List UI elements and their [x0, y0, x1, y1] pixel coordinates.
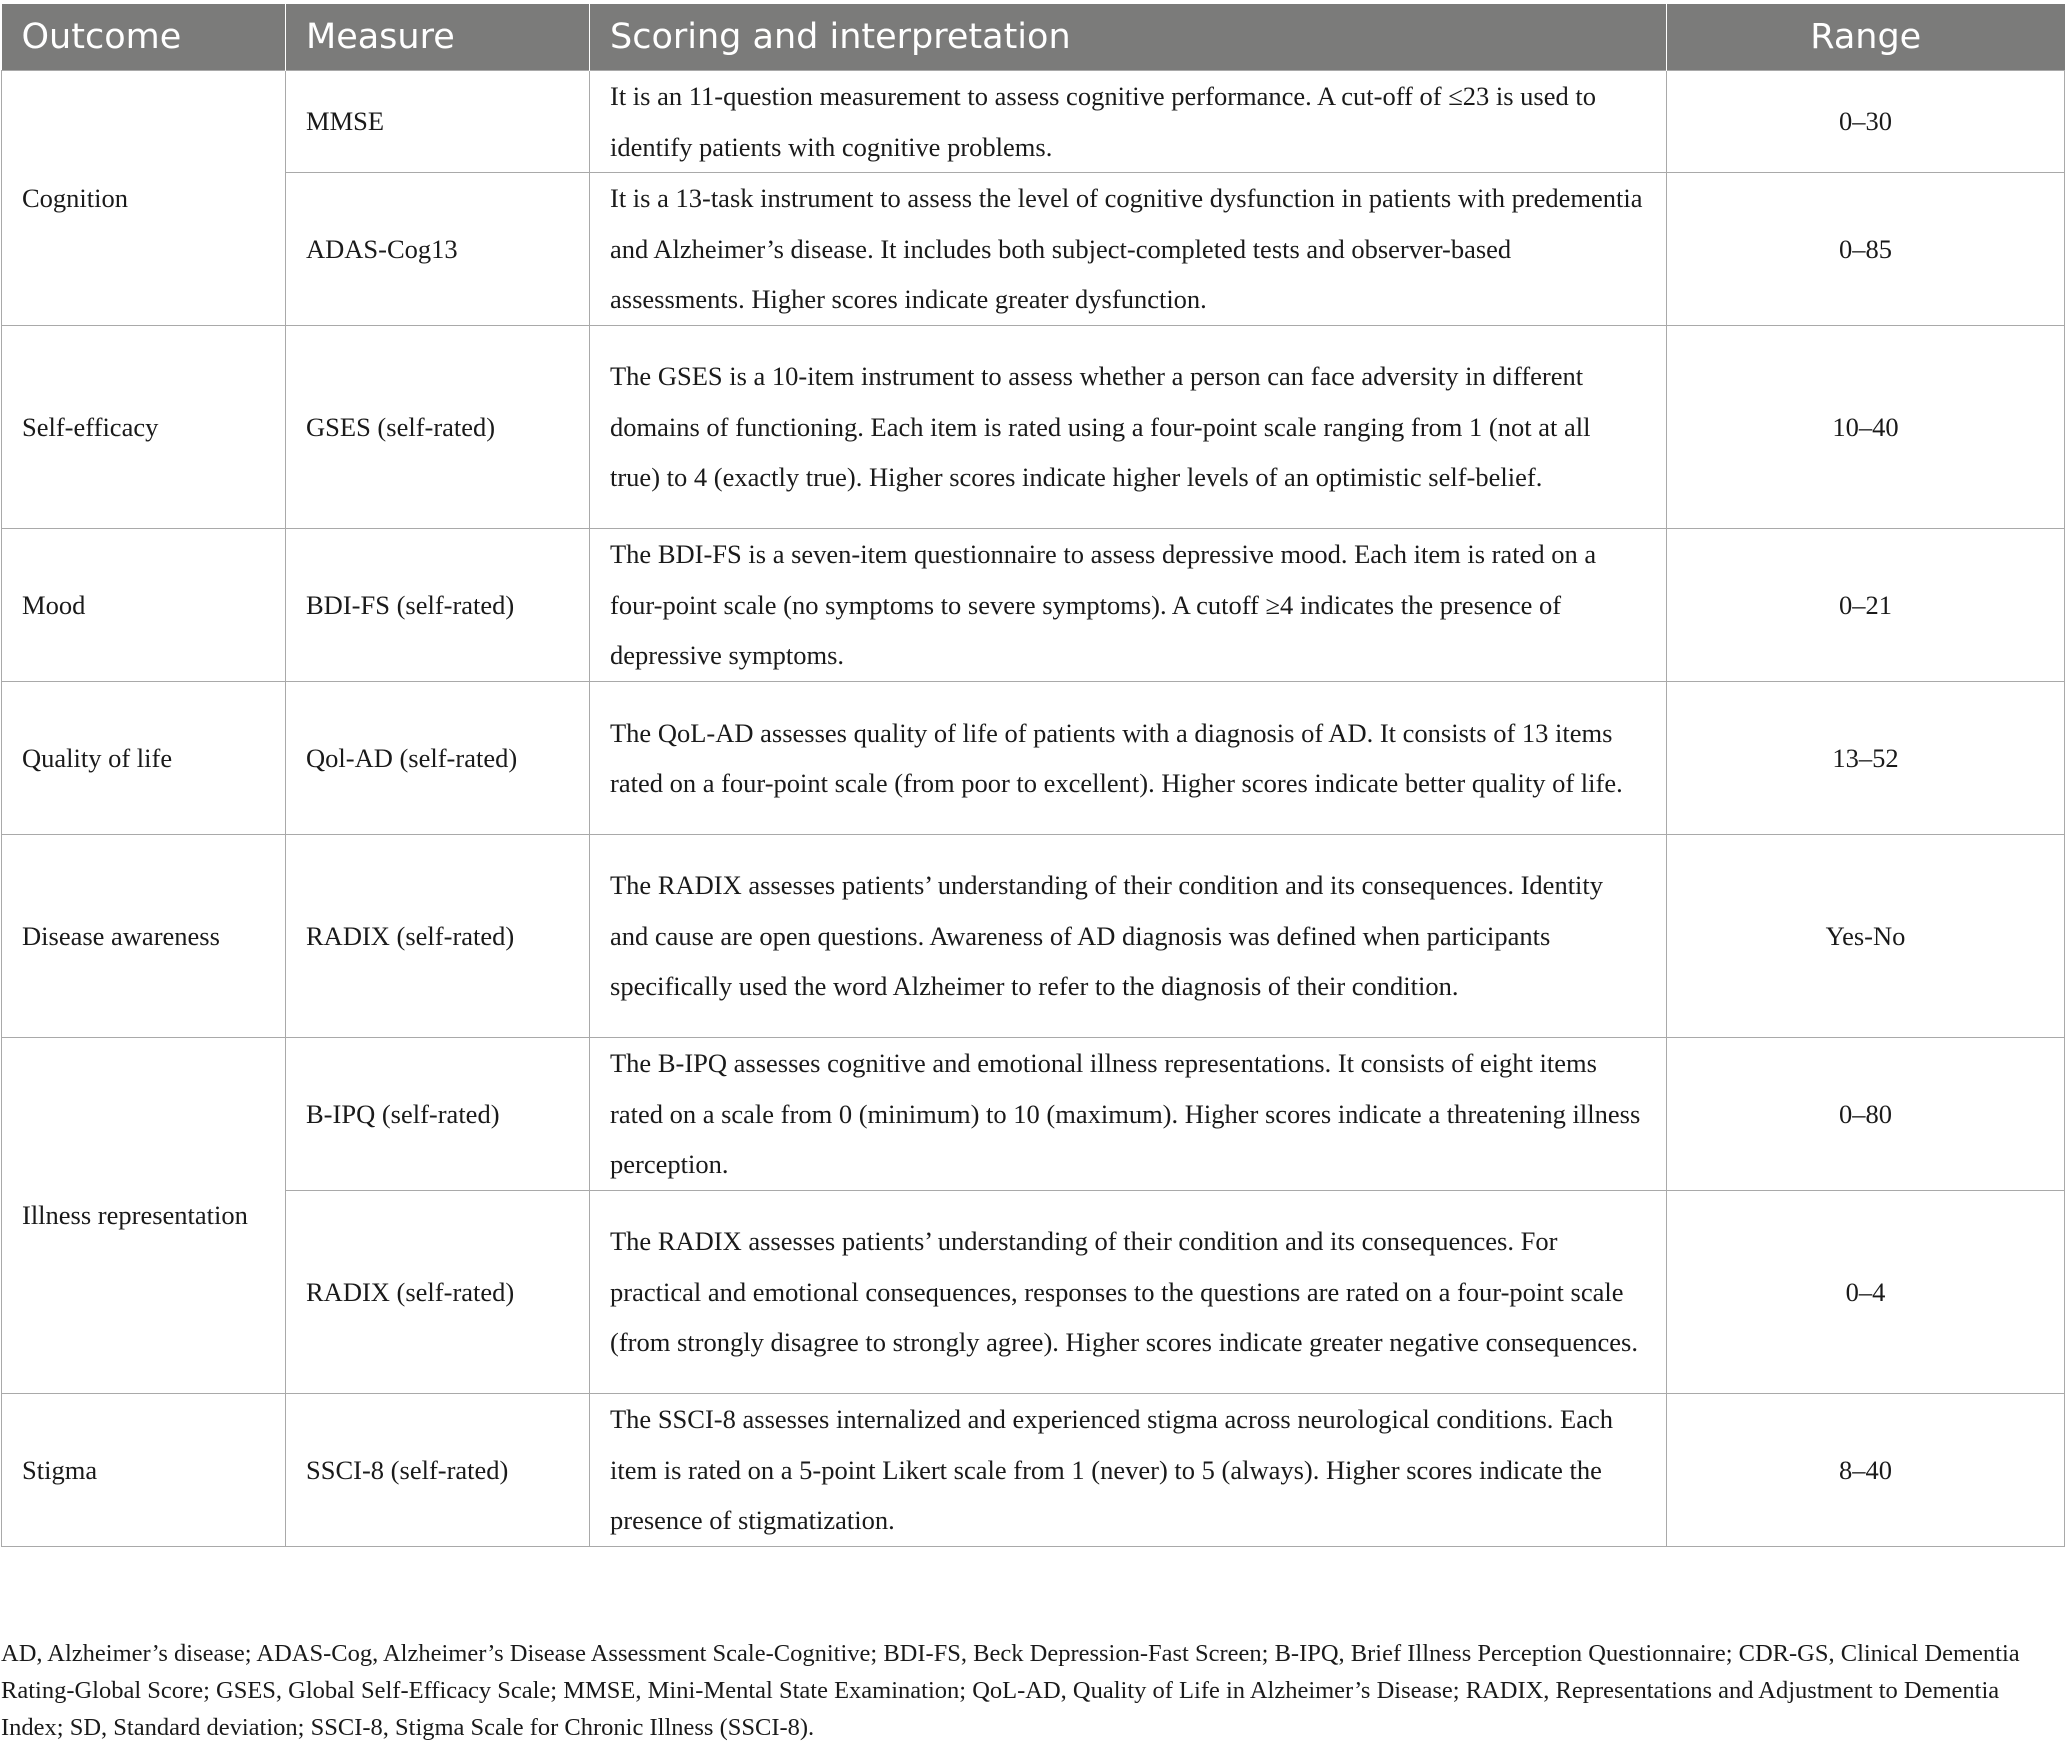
header-outcome: Outcome	[2, 4, 286, 71]
table-row	[2, 682, 2065, 835]
scoring-cell: The RADIX assesses patients’ understanding of their condition and its consequences. For practical and emotional consequences, responses to the questions are rated on a four-point scale (from strongly disagree to strongly agree). Higher scores indicate greater negative consequences.	[590, 1191, 1667, 1394]
table-row	[2, 529, 2065, 682]
scoring-cell: It is an 11-question measurement to assess cognitive performance. A cut-off of ≤23 is used to identify patients with cognitive problems.	[590, 71, 1667, 173]
range-cell: 0–85	[1667, 173, 2065, 326]
outcome-cell: Illness representation	[2, 1038, 286, 1394]
range-cell: 0–4	[1667, 1191, 2065, 1394]
measure-cell: B-IPQ (self-rated)	[286, 1038, 590, 1191]
measure-cell: Qol-AD (self-rated)	[286, 682, 590, 835]
measures-table	[1, 4, 2065, 1547]
table-row	[2, 1038, 2065, 1191]
measure-cell: RADIX (self-rated)	[286, 1191, 590, 1394]
range-cell: 0–80	[1667, 1038, 2065, 1191]
header-range: Range	[1667, 4, 2065, 71]
table-row	[2, 173, 2065, 326]
measure-cell: GSES (self-rated)	[286, 326, 590, 529]
measure-cell: SSCI-8 (self-rated)	[286, 1394, 590, 1547]
measure-cell: ADAS-Cog13	[286, 173, 590, 326]
outcome-cell: Disease awareness	[2, 835, 286, 1038]
header-row	[2, 4, 2065, 71]
range-cell: 13–52	[1667, 682, 2065, 835]
measure-cell: BDI-FS (self-rated)	[286, 529, 590, 682]
scoring-cell: The GSES is a 10-item instrument to assess whether a person can face adversity in different domains of functioning. Each item is rated using a four-point scale ranging from 1 (not at all true) to 4 (exactly true). Higher scores indicate higher levels of an optimistic self-belief.	[590, 326, 1667, 529]
header-scoring: Scoring and interpretation	[590, 4, 1667, 71]
range-cell: 0–21	[1667, 529, 2065, 682]
table-row	[2, 71, 2065, 173]
range-cell: 8–40	[1667, 1394, 2065, 1547]
range-cell: Yes-No	[1667, 835, 2065, 1038]
measure-cell: RADIX (self-rated)	[286, 835, 590, 1038]
scoring-cell: The BDI-FS is a seven-item questionnaire to assess depressive mood. Each item is rated on a four-point scale (no symptoms to severe symptoms). A cutoff ≥4 indicates the presence of depressive symptoms.	[590, 529, 1667, 682]
outcome-cell: Cognition	[2, 71, 286, 326]
range-cell: 0–30	[1667, 71, 2065, 173]
header-measure: Measure	[286, 4, 590, 71]
scoring-cell: The B-IPQ assesses cognitive and emotional illness representations. It consists of eight items rated on a scale from 0 (minimum) to 10 (maximum). Higher scores indicate a threatening illness perception.	[590, 1038, 1667, 1191]
measure-cell: MMSE	[286, 71, 590, 173]
scoring-cell: The SSCI-8 assesses internalized and experienced stigma across neurological conditions. Each item is rated on a 5-point Likert scale from 1 (never) to 5 (always). Higher scores indicate the presence of stigmatization.	[590, 1394, 1667, 1547]
outcome-cell: Self-efficacy	[2, 326, 286, 529]
table-row	[2, 835, 2065, 1038]
scoring-cell: The RADIX assesses patients’ understanding of their condition and its consequences. Identity and cause are open questions. Awareness of AD diagnosis was defined when participants specifically used the word Alzheimer to refer to the diagnosis of their condition.	[590, 835, 1667, 1038]
table-row	[2, 326, 2065, 529]
range-cell: 10–40	[1667, 326, 2065, 529]
scoring-cell: It is a 13-task instrument to assess the level of cognitive dysfunction in patients with predementia and Alzheimer’s disease. It includes both subject-completed tests and observer-based assessments. Higher scores indicate greater dysfunction.	[590, 173, 1667, 326]
scoring-cell: The QoL-AD assesses quality of life of patients with a diagnosis of AD. It consists of 13 items rated on a four-point scale (from poor to excellent). Higher scores indicate better quality of life.	[590, 682, 1667, 835]
table-footnote: AD, Alzheimer’s disease; ADAS-Cog, Alzheimer’s Disease Assessment Scale-Cognitive; BDI-FS, Beck Depression-Fast Screen; B-IPQ, Brief Illness Perception Questionnaire; CDR-GS, Clinical Dementia Rating-Global Score; GSES, Global Self-Efficacy Scale; MMSE, Mini-Mental State Examination; QoL-AD, Quality of Life in Alzheimer’s Disease; RADIX, Representations and Adjustment to Dementia Index; SD, Standard deviation; SSCI-8, Stigma Scale for Chronic Illness (SSCI-8).	[1, 1640, 2020, 1741]
outcome-cell: Mood	[2, 529, 286, 682]
table-row	[2, 1394, 2065, 1547]
table-row	[2, 1191, 2065, 1394]
outcome-cell: Quality of life	[2, 682, 286, 835]
outcome-cell: Stigma	[2, 1394, 286, 1547]
